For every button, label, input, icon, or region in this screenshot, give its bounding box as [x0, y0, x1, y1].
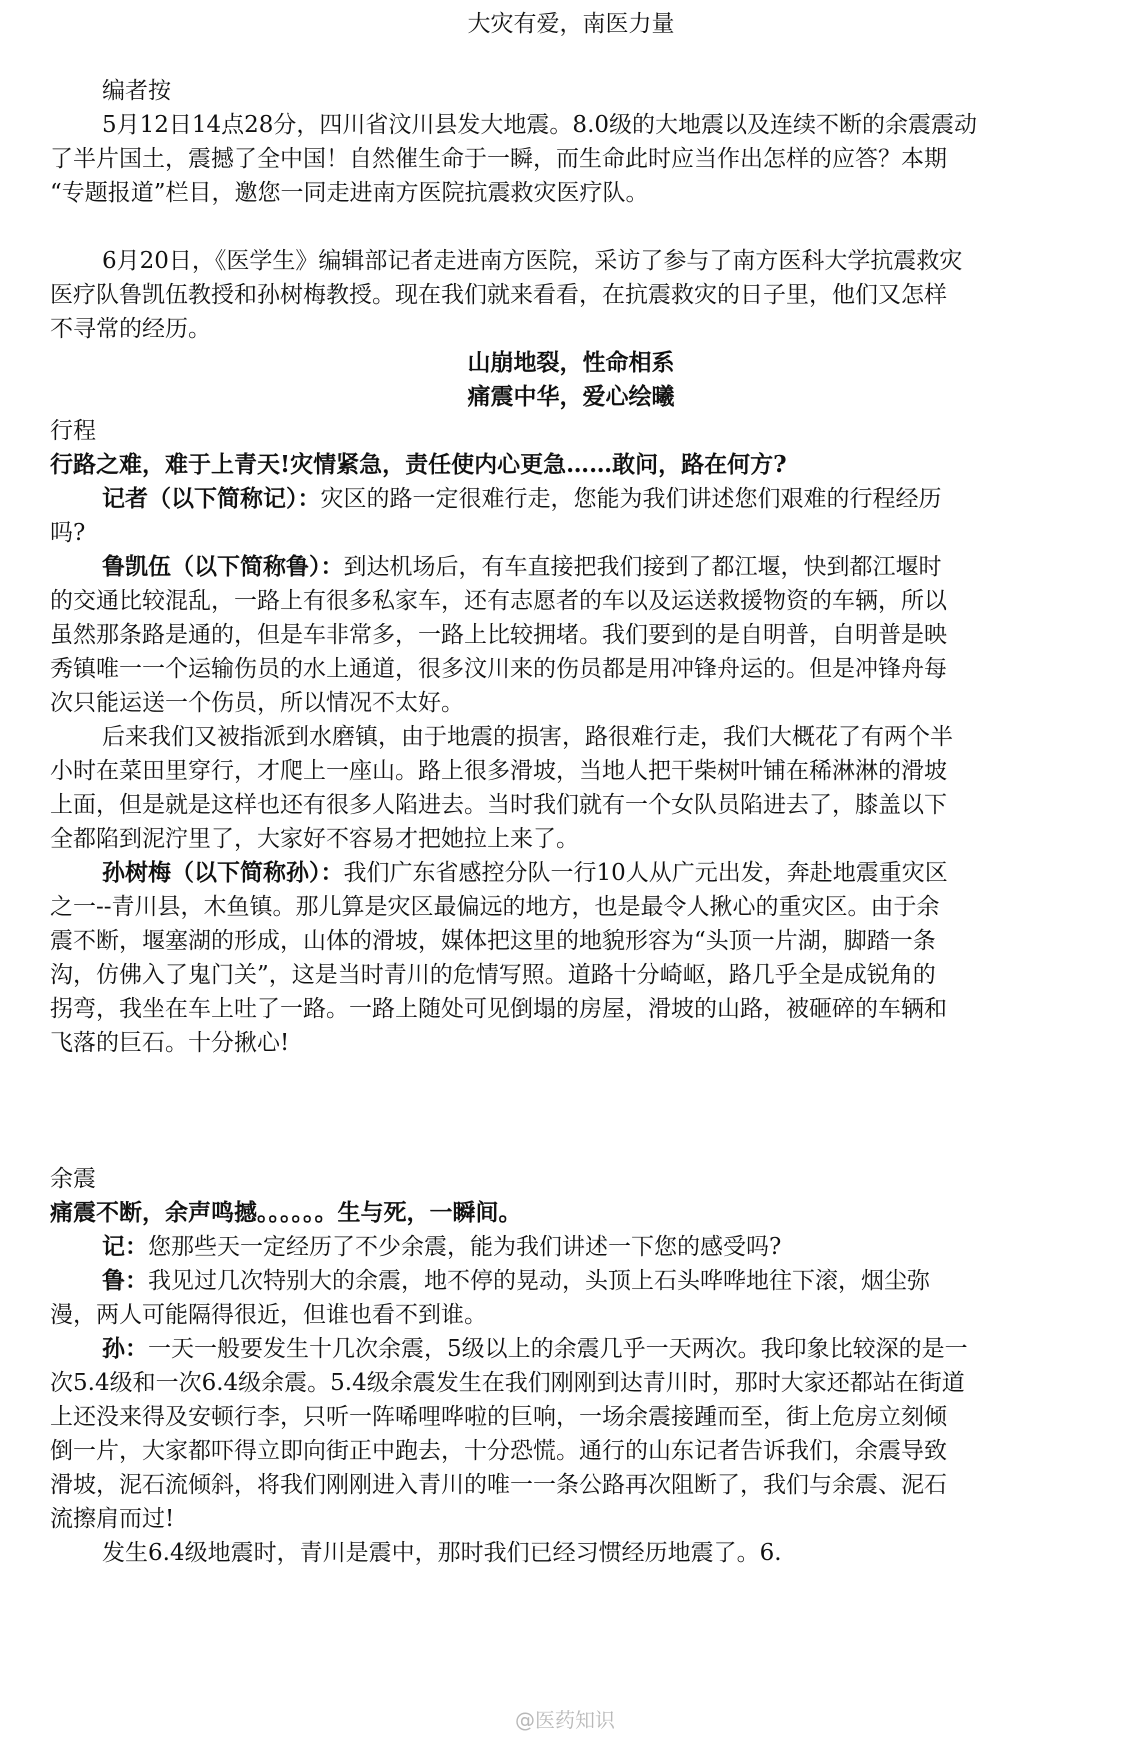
- speaker-label: 记：: [102, 1233, 148, 1260]
- section-title-journey: 行程: [50, 418, 96, 444]
- answer-text: 到达机场后，有车直接把我们接到了都江堰，快到都江堰时: [343, 554, 942, 580]
- answer-text: 上面，但是就是这样也还有很多人陷进去。当时我们就有一个女队员陷进去了，膝盖以下: [50, 792, 947, 818]
- answer-text: 次5.4级和一次6.4级余震。5.4级余震发生在我们刚刚到达青川时，那时大家还都站在街道: [50, 1370, 965, 1396]
- answer-text: 上还没来得及安顿行李，只听一阵唏哩哗啦的巨响，一场余震接踵而至，街上危房立刻倾: [50, 1404, 947, 1430]
- editor-note-line: 5月12日14点28分，四川省汶川县发大地震。8.0级的大地震以及连续不断的余震震动: [102, 112, 978, 138]
- section-subtitle-aftershock: 痛震不断，余声鸣撼。。。。。。生与死，一瞬间。: [50, 1199, 522, 1226]
- question-text: 您那些天一定经历了不少余震，能为我们讲述一下您的感受吗?: [148, 1234, 782, 1260]
- answer-text: 飞落的巨石。十分揪心!: [50, 1030, 290, 1056]
- answer-text: 虽然那条路是通的，但是车非常多，一路上比较拥堵。我们要到的是自明普，自明普是映: [50, 622, 947, 648]
- sun-answer: [102, 1332, 968, 1366]
- speaker-label: 记者（以下简称记）：: [102, 485, 321, 512]
- sun-answer: [102, 856, 948, 890]
- question-text: 吗?: [50, 520, 86, 546]
- answer-text: 我们广东省感控分队一行10人从广元出发，奔赴地震重灾区: [343, 860, 948, 886]
- reporter-question: [102, 1230, 781, 1264]
- answer-text: 拐弯，我坐在车上吐了一路。一路上随处可见倒塌的房屋，滑坡的山路，被砸碎的车辆和: [50, 996, 947, 1022]
- editor-note-line: “专题报道”栏目，邀您一同走进南方医院抗震救灾医疗队。: [50, 180, 649, 206]
- intro-line: 医疗队鲁凯伍教授和孙树梅教授。现在我们就来看看，在抗震救灾的日子里，他们又怎样: [50, 282, 947, 308]
- answer-text: 后来我们又被指派到水磨镇，由于地震的损害，路很难行走，我们大概花了有两个半: [102, 724, 953, 750]
- document-title: 大灾有爱，南医力量: [467, 11, 675, 37]
- answer-text: 倒一片，大家都吓得立即向街正中跑去，十分恐慌。通行的山东记者告诉我们，余震导致: [50, 1438, 947, 1464]
- section-heading: 山崩地裂，性命相系: [467, 349, 675, 376]
- section-subtitle-journey: 行路之难，难于上青天!灾情紧急，责任使内心更急……敢问，路在何方?: [50, 451, 787, 478]
- answer-text: 小时在菜田里穿行，才爬上一座山。路上很多滑坡，当地人把干柴树叶铺在稀淋淋的滑坡: [50, 758, 947, 784]
- watermark: @医药知识: [515, 1708, 615, 1732]
- answer-text: 沟，仿佛入了鬼门关”，这是当时青川的危情写照。道路十分崎岖，路几乎全是成锐角的: [50, 962, 936, 988]
- answer-text: 次只能运送一个伤员，所以情况不太好。: [50, 690, 464, 716]
- editor-note-label: 编者按: [102, 78, 171, 104]
- answer-text: 漫，两人可能隔得很近，但谁也看不到谁。: [50, 1302, 487, 1328]
- answer-text: 一天一般要发生十几次余震，5级以上的余震几乎一天两次。我印象比较深的是一: [148, 1336, 968, 1362]
- answer-text: 之一--青川县，木鱼镇。那儿算是灾区最偏远的地方，也是最令人揪心的重灾区。由于余: [50, 894, 940, 920]
- section-title-aftershock: 余震: [50, 1166, 96, 1192]
- lu-answer: [102, 550, 942, 584]
- question-text: 灾区的路一定很难行走，您能为我们讲述您们艰难的行程经历: [320, 486, 942, 512]
- reporter-question: [102, 482, 942, 516]
- answer-text: 秀镇唯一一个运输伤员的水上通道，很多汶川来的伤员都是用冲锋舟运的。但是冲锋舟每: [50, 656, 947, 682]
- answer-text: 我见过几次特别大的余震，地不停的晃动，头顶上石头哗哗地往下滚，烟尘弥: [148, 1268, 930, 1294]
- answer-text: 的交通比较混乱，一路上有很多私家车，还有志愿者的车以及运送救援物资的车辆，所以: [50, 588, 947, 614]
- speaker-label: 鲁：: [102, 1267, 148, 1294]
- speaker-label: 鲁凯伍（以下简称鲁）：: [102, 553, 344, 580]
- lu-answer: [102, 1264, 930, 1298]
- answer-text: 发生6.4级地震时，青川是震中，那时我们已经习惯经历地震了。6.: [102, 1540, 782, 1566]
- speaker-label: 孙树梅（以下简称孙）：: [102, 859, 344, 886]
- speaker-label: 孙：: [102, 1335, 148, 1362]
- section-heading: 痛震中华，爱心绘曦: [467, 383, 675, 410]
- editor-note-line: 了半片国土，震撼了全中国！自然催生命于一瞬，而生命此时应当作出怎样的应答？本期: [50, 146, 947, 172]
- answer-text: 滑坡，泥石流倾斜，将我们刚刚进入青川的唯一一条公路再次阻断了，我们与余震、泥石: [50, 1472, 947, 1498]
- answer-text: 全都陷到泥泞里了，大家好不容易才把她拉上来了。: [50, 826, 579, 852]
- answer-text: 流擦肩而过!: [50, 1506, 175, 1532]
- answer-text: 震不断，堰塞湖的形成，山体的滑坡，媒体把这里的地貌形容为“头顶一片湖，脚踏一条: [50, 928, 936, 954]
- intro-line: 6月20日，《医学生》编辑部记者走进南方医院，采访了参与了南方医科大学抗震救灾: [102, 248, 963, 274]
- intro-line: 不寻常的经历。: [50, 316, 211, 342]
